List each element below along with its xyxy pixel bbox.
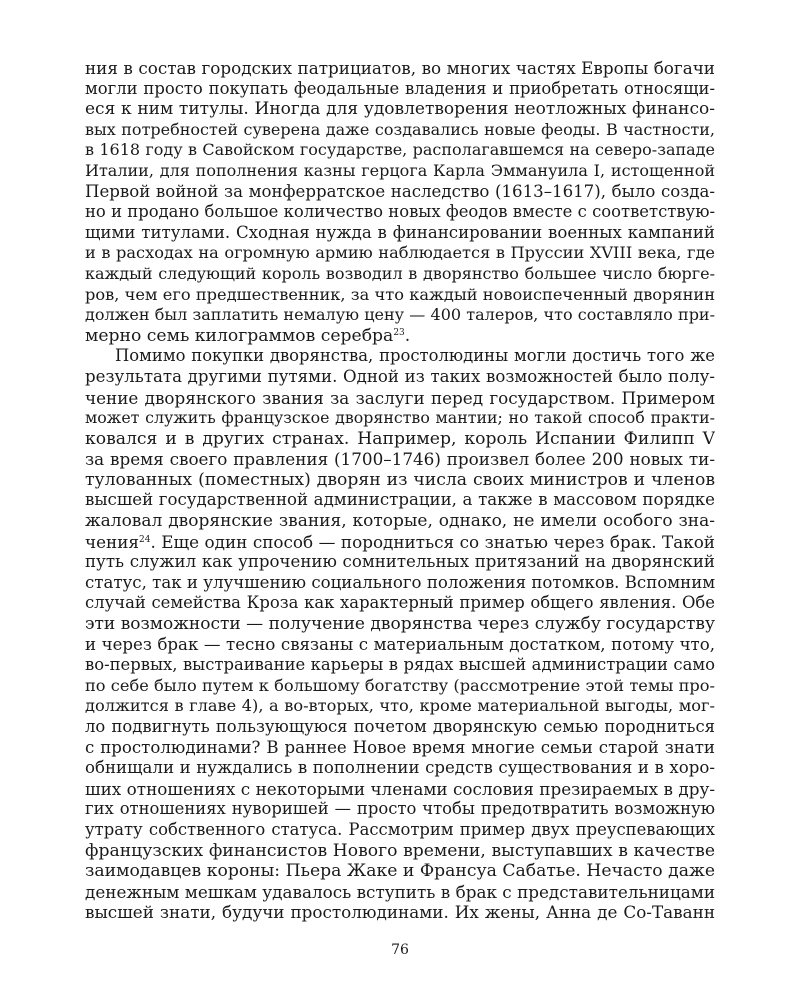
text-line: во-первых, выстраивание карьеры в рядах высшей администрации само (85, 655, 715, 675)
page-body (85, 58, 715, 923)
text-line: и через брак — тесно связаны с материальным достатком, потому что, (85, 634, 715, 654)
text-line: вых потребностей суверена даже создавались новые феоды. В частности, (85, 119, 715, 139)
text-line: ших отношениях с некоторыми членами сословия презираемых в дру- (85, 778, 715, 799)
text-line: но и продано большое количество новых феодов вместе с соответствую- (85, 202, 715, 222)
footnote-ref-24[interactable]: 24 (138, 534, 151, 545)
text-fragment: чения (85, 531, 139, 552)
text-line: и в расходах на огромную армию наблюдается в Пруссии XVIII века, где (85, 243, 715, 263)
text-line: французских финансистов Нового времени, выступавших в качестве (85, 840, 715, 861)
text-line: случай семейства Кроза как характерный пример общего явления. Обе (85, 593, 715, 613)
footnote-ref-23[interactable]: 23 (393, 327, 405, 338)
text-line: может служить французское дворянство мантии; но такой способ практи- (85, 408, 715, 428)
text-line: чение дворянского звания за заслуги перед государством. Примером (85, 387, 715, 408)
text-line: статус, так и улучшению социального положения потомков. Вспомним (85, 572, 715, 592)
text-line: утрату собственного статуса. Рассмотрим пример двух преуспевающих (85, 819, 715, 839)
text-line: ковался и в других странах. Например, король Испании Филипп V (85, 428, 715, 449)
text-line: мерно семь килограммов серебра$^{23}$. (85, 325, 411, 346)
text-fragment: мерно семь килограммов серебра (85, 325, 394, 346)
text-line: жаловал дворянские звания, которые, однако, не имели особого зна- (85, 511, 715, 532)
text-line: за время своего правления (1700–1746) произвел более 200 новых ти- (85, 449, 715, 470)
text-line: должится в главе 4), а во-вторых, что, кроме материальной выгоды, мог- (85, 696, 715, 716)
text-line: эти возможности — получение дворянства через службу государству (85, 614, 715, 635)
text-line: щими титулами. Сходная нужда в финансировании военных кампаний (85, 222, 715, 242)
text-line: должен был заплатить немалую цену — 400 талеров, что составляло при- (85, 305, 715, 325)
text-line: Помимо покупки дворянства, простолюдины могли достичь того же (115, 346, 715, 366)
text-line: путь служил как упрочению сомнительных притязаний на дворянский (85, 552, 715, 572)
text-line: высшей государственной администрации, а также в массовом порядке (85, 490, 715, 510)
text-line: результата другими путями. Одной из таких возможностей было полу- (85, 366, 715, 386)
paragraph-2 (85, 346, 715, 923)
text-line: каждый следующий король возводил в дворянство большее число бюрге- (85, 263, 715, 283)
page-number: 76 (391, 942, 409, 958)
text-line: заимодавцев короны: Пьера Жаке и Франсуа Сабатье. Нечасто даже (85, 861, 715, 882)
text-line: тулованных (поместных) дворян из числа своих министров и членов (85, 469, 715, 490)
text-line: обнищали и нуждались в пополнении средств существования и в хоро- (85, 758, 715, 778)
text-line: высшей знати, будучи простолюдинами. Их жены, Анна де Со-Таванн (85, 902, 715, 923)
text-line: еся к ним титулы. Иногда для удовлетворения неотложных финансо- (85, 99, 715, 120)
text-line: могли просто покупать феодальные владения и приобретать относящи- (85, 78, 715, 98)
text-line: в 1618 году в Савойском государстве, располагавшемся на северо-западе (85, 140, 715, 160)
text-line: гих отношениях нуворишей — просто чтобы предотвратить возможную (85, 799, 715, 819)
text-line: по себе было путем к большому богатству (рассмотрение этой темы про- (85, 675, 715, 695)
text-line: Первой войной за монферратское наследство (1613–1617), было созда- (85, 181, 715, 201)
text-line: денежным мешкам удавалось вступить в брак с представительницами (85, 881, 715, 902)
text-line: ров, чем его предшественник, за что каждый новоиспеченный дворянин (85, 284, 715, 304)
text-line (85, 532, 715, 553)
text-line: с простолюдинами? В раннее Новое время многие семьи старой знати (85, 737, 715, 757)
paragraph-1 (85, 58, 715, 346)
text-fragment: . Еще один способ — породниться со знатью через брак. Такой (150, 531, 715, 552)
text-line: ло подвигнуть пользующуюся почетом дворянскую семью породниться (85, 717, 715, 736)
text-line: ния в состав городских патрициатов, во многих частях Европы богачи (85, 58, 715, 78)
text-line: Италии, для пополнения казны герцога Карла Эммануила I, истощенной (85, 160, 715, 180)
